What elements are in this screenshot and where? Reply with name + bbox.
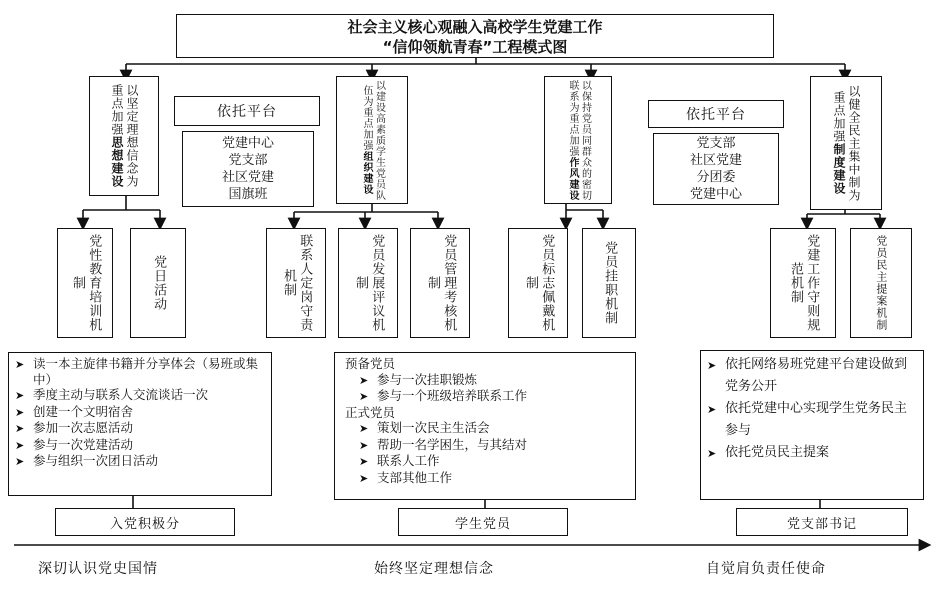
list-item: ➤ 读一本主旋律书籍并分享体会（易班或集中） — [15, 356, 259, 387]
mechanism-box-5 — [410, 228, 470, 338]
secretary-task-list — [700, 350, 924, 500]
platform-2-item: 党建中心 — [689, 187, 742, 202]
list-item: ➤ 依托网络易班党建平台建设做到党务公开 — [707, 354, 917, 398]
list-item: ➤ 参与组织一次团日活动 — [15, 453, 159, 468]
mechanism-label: 党员挂职机制 — [602, 241, 618, 325]
arrow-bullet-icon: ➤ — [15, 389, 25, 402]
timeline-label-3: 自觉肩负责任使命 — [706, 561, 826, 577]
list-item: ➤ 参与一个班级培养联系工作 — [359, 388, 528, 403]
arrow-bullet-icon: ➤ — [359, 438, 369, 452]
pillar-4-text: 以健全民主集中制为重点加强 — [832, 84, 861, 202]
pillar-style — [544, 76, 612, 204]
pillar-ideology — [89, 76, 159, 196]
arrow-bullet-icon: ➤ — [707, 359, 717, 372]
list-item: ➤ 参加一次志愿活动 — [15, 420, 134, 435]
timeline-label-1: 深切认识党史国情 — [38, 561, 158, 577]
arrow-bullet-icon: ➤ — [707, 447, 717, 460]
mechanism-label: 党员标志佩戴机制 — [523, 234, 555, 332]
footer-secretary: 党支部书记 — [736, 508, 908, 536]
pillar-2-bold: 组织建设 — [361, 151, 372, 195]
activist-task-list — [8, 352, 272, 496]
title-line-1: 社会主义核心观融入高校学生党建工作 — [347, 18, 603, 36]
platform-items-1 — [182, 131, 314, 207]
mechanism-box-7 — [582, 228, 636, 338]
pillar-2-text: 以建设高素质学生党员队伍为重点加强 — [361, 79, 385, 201]
list-item: ➤ 创建一个文明宿舍 — [15, 403, 134, 419]
title-line-2: “信仰领航青春”工程模式图 — [382, 38, 568, 56]
mechanism-label: 党建工作守则规范机制 — [788, 234, 820, 332]
platform-2-item: 党支部 — [696, 136, 736, 151]
list-item: ➤ 参与一次挂职锻炼 — [359, 371, 478, 387]
arrow-bullet-icon: ➤ — [15, 358, 25, 371]
pillar-1-text: 以坚定理想信念为重点加强 — [110, 84, 139, 188]
mechanism-label: 党性教育培训机制 — [70, 234, 102, 332]
pillar-4-bold: 制度建设 — [832, 143, 846, 195]
mechanism-label: 党员管理考核机制 — [425, 234, 457, 332]
platform-label-2: 依托平台 — [648, 100, 784, 128]
mechanism-box-1 — [57, 228, 113, 338]
platform-1-item: 党支部 — [228, 153, 268, 168]
list-heading-full: 正式党员 — [345, 404, 396, 420]
footer-activist: 入党积极分 — [55, 508, 235, 536]
diagram-title — [176, 14, 774, 58]
pillar-1-bold: 思想建设 — [110, 136, 124, 188]
platform-items-2 — [653, 133, 779, 205]
platform-label-1: 依托平台 — [174, 96, 320, 126]
mechanism-label: 联系人定岗守责机制 — [281, 234, 313, 332]
platform-2-item: 分团委 — [696, 170, 736, 185]
list-item: ➤ 季度主动与联系人交流谈话一次 — [15, 387, 209, 402]
mechanism-box-4 — [338, 228, 398, 338]
pillar-system — [810, 76, 882, 210]
mechanism-box-2 — [130, 228, 186, 338]
timeline-label-2: 始终坚定理想信念 — [374, 561, 494, 577]
arrow-bullet-icon: ➤ — [15, 405, 25, 419]
platform-2-item: 社区党建 — [689, 153, 742, 168]
arrow-bullet-icon: ➤ — [15, 422, 25, 435]
mechanism-box-9 — [850, 228, 912, 338]
pillar-3-bold: 作风建设 — [567, 156, 578, 201]
pillar-3-text: 以保持党员同群众的密切联系为重点加强 — [567, 79, 591, 201]
platform-1-item: 党建中心 — [221, 136, 274, 151]
list-item: ➤ 帮助一名学困生，与其结对 — [359, 436, 528, 452]
arrow-bullet-icon: ➤ — [359, 455, 369, 468]
platform-1-item: 社区党建 — [221, 170, 274, 185]
platform-1-item: 国旗班 — [228, 187, 268, 202]
arrow-bullet-icon: ➤ — [359, 390, 369, 403]
arrow-bullet-icon: ➤ — [707, 403, 717, 416]
mechanism-box-6 — [508, 228, 568, 338]
list-item: ➤ 支部其他工作 — [359, 469, 453, 485]
list-heading-probationary: 预备党员 — [345, 356, 396, 371]
list-item: ➤ 参与一次党建活动 — [15, 436, 134, 452]
mechanism-box-3 — [266, 228, 326, 338]
mechanism-label: 党员民主提案机制 — [874, 235, 888, 331]
arrow-bullet-icon: ➤ — [359, 471, 369, 485]
arrow-bullet-icon: ➤ — [359, 422, 369, 435]
arrow-bullet-icon: ➤ — [15, 438, 25, 452]
pillar-organization — [336, 76, 408, 204]
member-task-list — [334, 352, 636, 500]
list-item: ➤ 联系人工作 — [359, 453, 440, 468]
mechanism-label: 党员发展评议机制 — [353, 234, 385, 332]
arrow-bullet-icon: ➤ — [15, 455, 25, 468]
list-item: ➤ 依托党员民主提案 — [707, 442, 917, 465]
footer-member: 学生党员 — [398, 508, 568, 536]
mechanism-label: 党日活动 — [151, 255, 167, 311]
list-item: ➤ 策划一次民主生活会 — [359, 420, 490, 435]
list-item: ➤ 依托党建中心实现学生党务民主参与 — [707, 398, 917, 442]
mechanism-box-8 — [770, 228, 836, 338]
arrow-bullet-icon: ➤ — [359, 373, 369, 387]
